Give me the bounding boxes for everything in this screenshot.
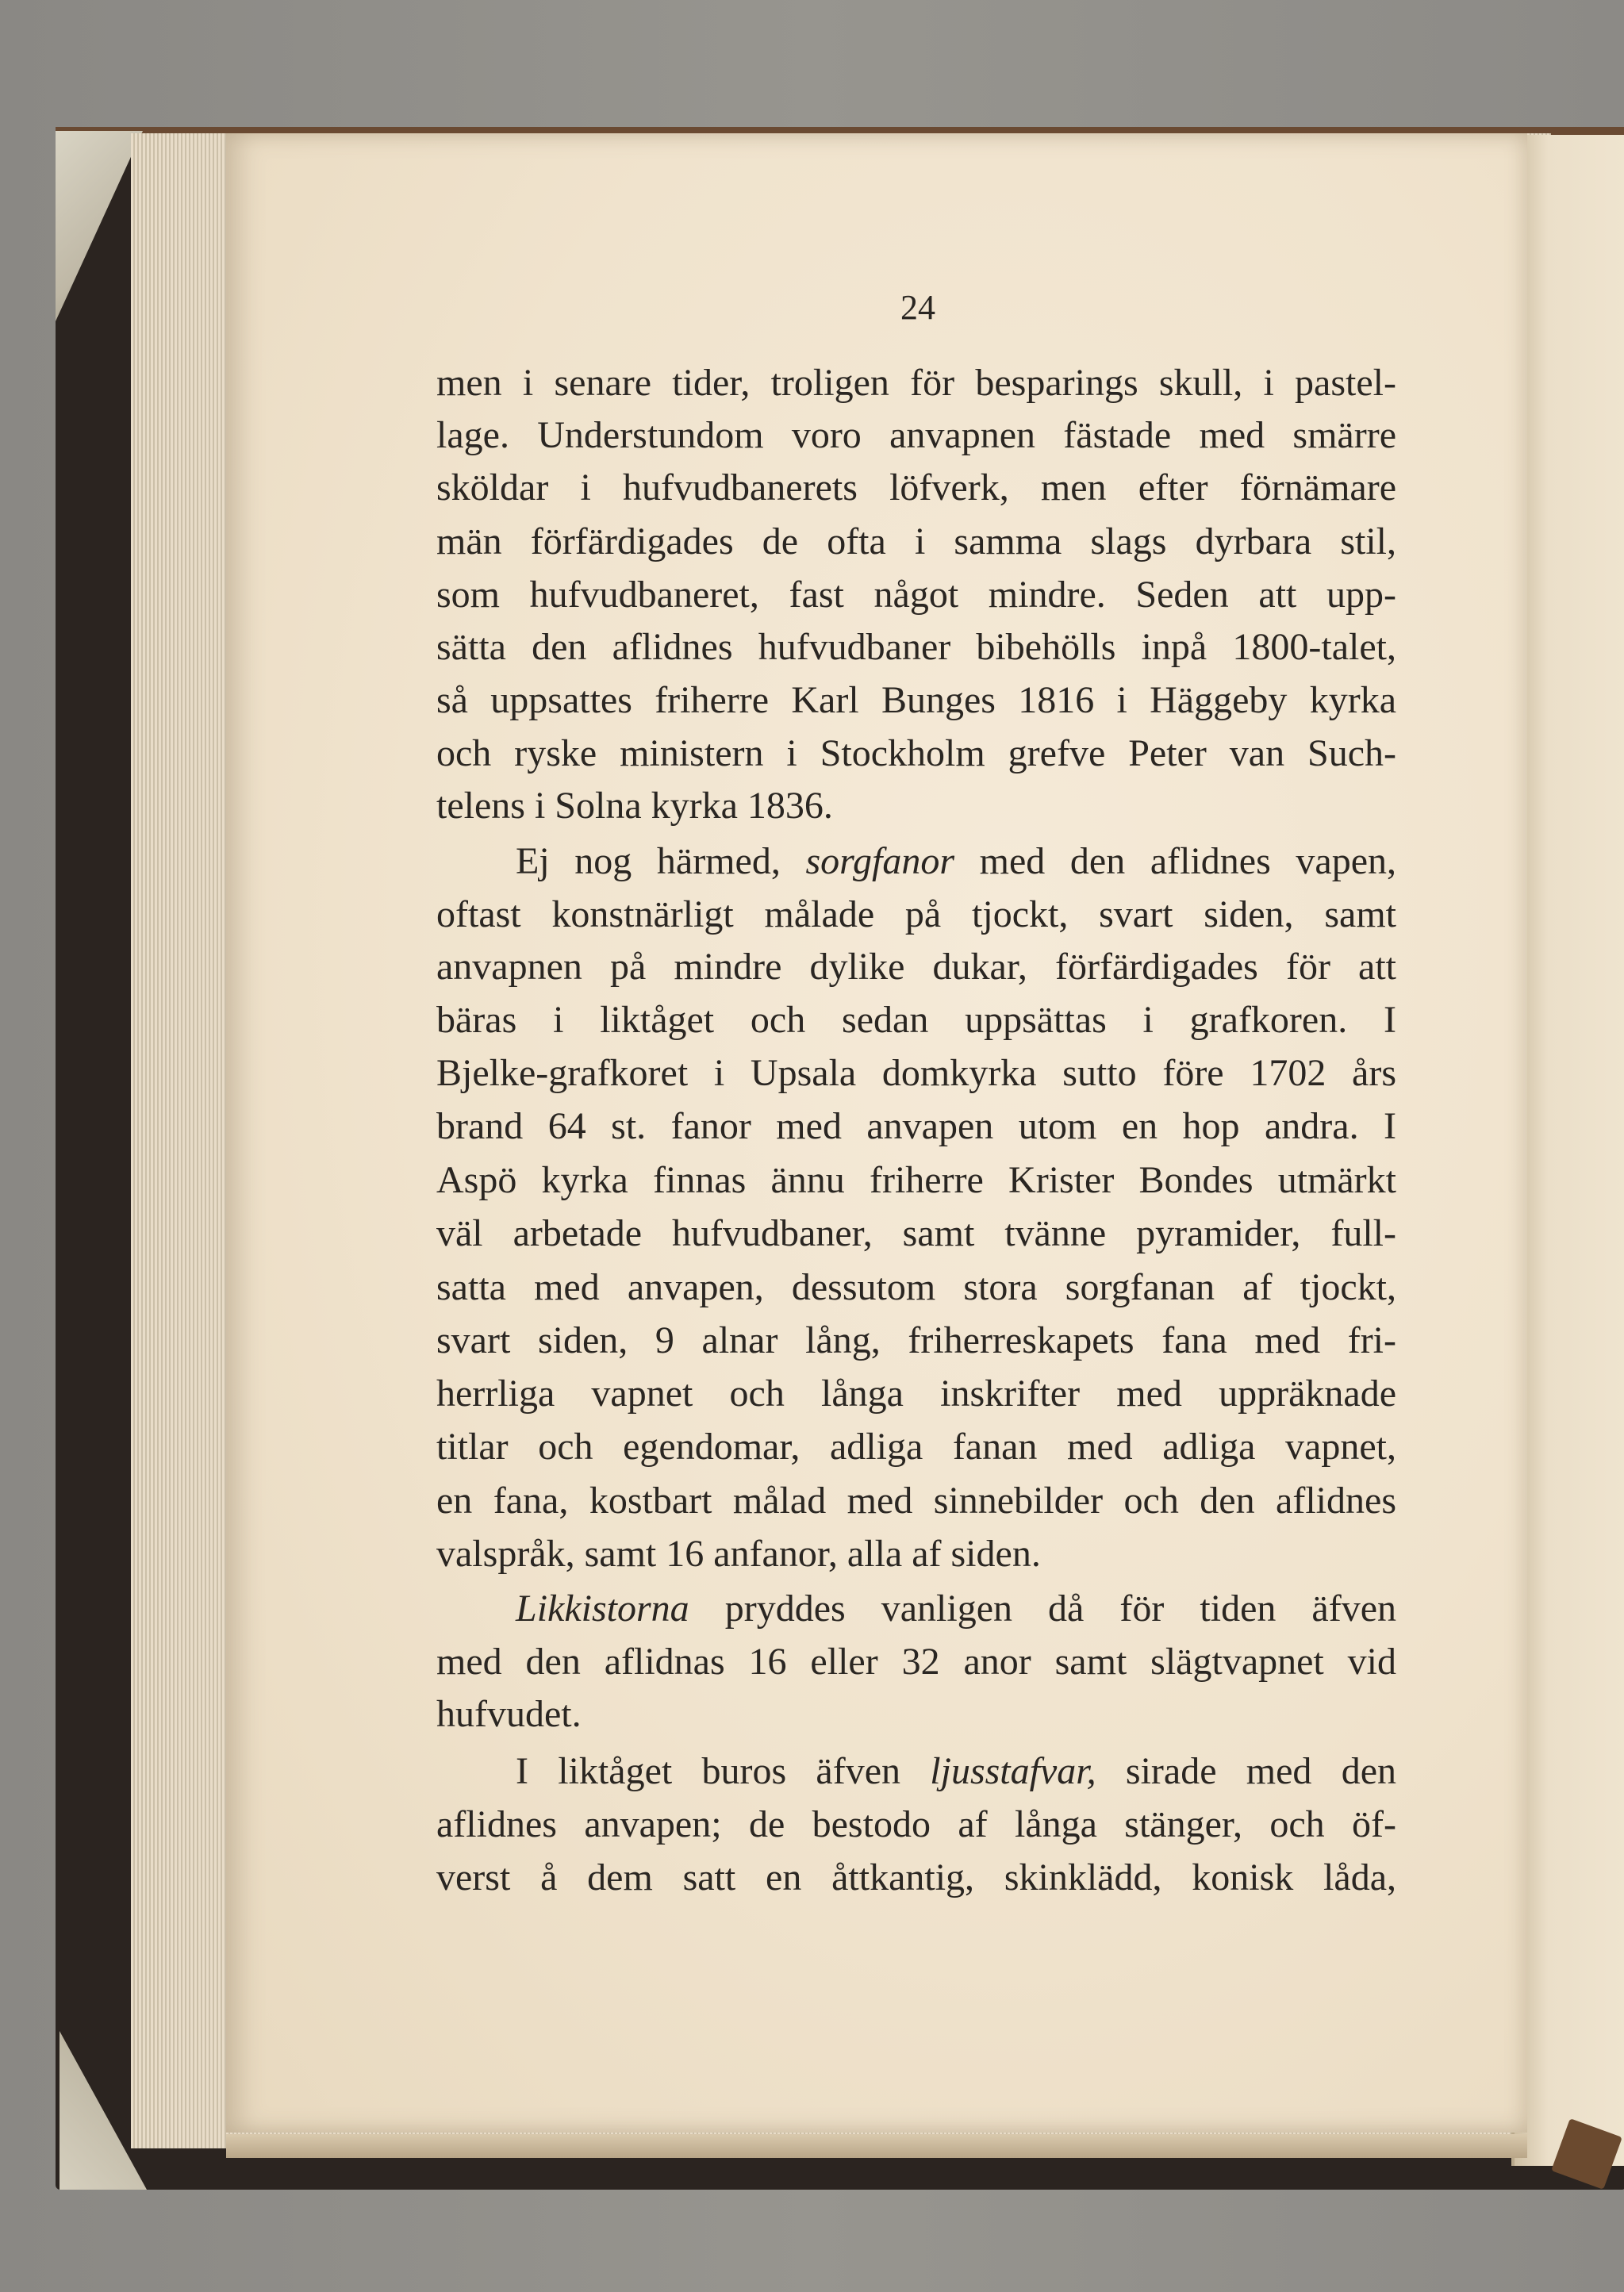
text-line: anvapnen på mindre dylike dukar, förfärdigades för att: [436, 946, 1396, 988]
text-line: titlar och egendomar, adliga fanan med adliga vapnet,: [436, 1426, 1396, 1468]
text-line: lage. Understundom voro anvapnen fästade med smärre: [436, 414, 1396, 456]
text-line: hufvudet.: [436, 1693, 582, 1735]
text-line: bäras i liktåget och sedan uppsättas i grafkoren. I: [436, 999, 1396, 1041]
page-bottom-edge: [226, 2134, 1527, 2158]
text-line: men i senare tider, troligen för besparings skull, i pastel-: [436, 362, 1396, 404]
text-line: aflidnes anvapen; de bestodo af långa stänger, och öf-: [436, 1803, 1396, 1845]
text-line: Likkistorna pryddes vanligen då för tiden äfven: [516, 1588, 1396, 1630]
text-line: satta med anvapen, dessutom stora sorgfanan af tjockt,: [436, 1266, 1396, 1308]
text-line: Ej nog härmed, sorgfanor med den aflidnes vapen,: [516, 840, 1396, 882]
text-line: så uppsattes friherre Karl Bunges 1816 i Häggeby kyrka: [436, 679, 1396, 721]
text-line: valspråk, samt 16 anfanor, alla af siden.: [436, 1533, 1041, 1575]
text-line: sköldar i hufvudbanerets löfverk, men efter förnämare: [436, 466, 1396, 509]
italic-term: sorgfanor: [805, 840, 955, 882]
text-line: svart siden, 9 alnar lång, friherreskapets fana med fri-: [436, 1319, 1396, 1361]
page-number: 24: [900, 288, 935, 327]
text-line: Bjelke-grafkoret i Upsala domkyrka sutto före 1702 års: [436, 1052, 1396, 1094]
text-line: män förfärdigades de ofta i samma slags dyrbara stil,: [436, 520, 1396, 562]
next-page-sliver: [1511, 135, 1624, 2166]
text-line: brand 64 st. fanor med anvapen utom en hop andra. I: [436, 1105, 1396, 1147]
text-line: och ryske ministern i Stockholm grefve Peter van Such-: [436, 732, 1396, 774]
text-line: sätta den aflidnes hufvudbaner bibehölls inpå 1800-talet,: [436, 626, 1396, 668]
text-line: I liktåget buros äfven ljusstafvar, sirade med den: [516, 1750, 1396, 1792]
text-line: med den aflidnas 16 eller 32 anor samt slägtvapnet vid: [436, 1641, 1396, 1683]
text-line: väl arbetade hufvudbaner, samt tvänne pyramider, full-: [436, 1212, 1396, 1254]
text-line: telens i Solna kyrka 1836.: [436, 785, 833, 827]
text-line: verst å dem satt en åttkantig, skinklädd, konisk låda,: [436, 1856, 1396, 1898]
text-line: som hufvudbaneret, fast något mindre. Seden att upp-: [436, 574, 1396, 616]
text-line: oftast konstnärligt målade på tjockt, svart siden, samt: [436, 893, 1396, 935]
text-line: Aspö kyrka finnas ännu friherre Krister Bondes utmärkt: [436, 1159, 1396, 1201]
italic-term: Likkistorna: [516, 1588, 689, 1630]
italic-term: ljusstafvar,: [930, 1750, 1096, 1792]
text-line: en fana, kostbart målad med sinnebilder och den aflidnes: [436, 1480, 1396, 1522]
text-line: herrliga vapnet och långa inskrifter med uppräknade: [436, 1373, 1396, 1415]
